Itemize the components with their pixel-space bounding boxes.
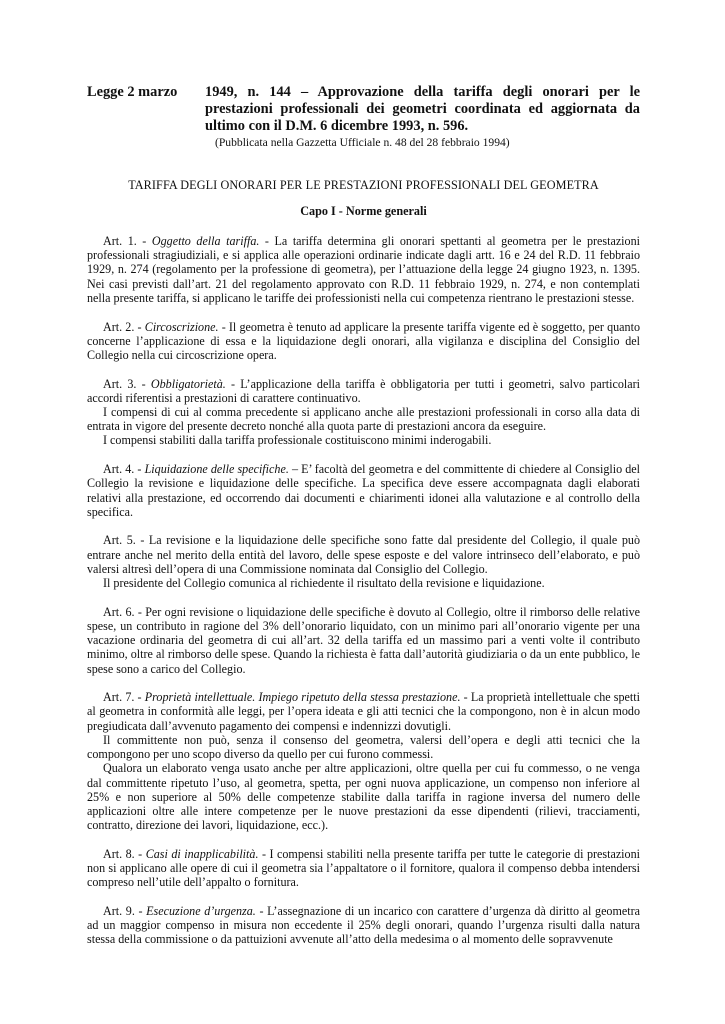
article-text: Il geometra è tenuto ad applicare la presente tariffa vigente ed è soggetto, per quanto concerne l’applicazione di essa e la liquidazione degli onorari, alla vigilanza e disciplina del Consiglio del Collegio nella cui circoscrizione opera. [87,319,641,362]
article-text: Per ogni revisione o liquidazione delle specifiche è dovuto al Collegio, oltre il rimborso delle relative spese, un contributo in ragione del 3% dell’onorario liquidato, con un minimo pari all’onorario vigente per una vacazione ordinaria del geometra di cui all’art. 32 della tariffa ed un massimo pari a venti volte il contributo minimo, oltre al rimborso delle spese. Quando la richiesta è fatta dall’autorità giudiziaria o da un ente pubblico, le spese sono a carico del Collegio. [87,604,640,676]
chapter-heading: Capo I - Norme generali [300,204,427,218]
articles-list [87,234,640,961]
article-number: Art. 7. - [103,690,145,705]
article-paragraph [87,847,640,890]
article-number: Art. 2. - [103,319,145,334]
article-number: Art. 5. - [103,533,149,548]
article-title: Oggetto della tariffa. [151,234,260,248]
article-paragraph [87,533,640,576]
law-heading-title: 1949, n. 144 – Approvazione della tariffa degli onorari per le prestazioni professionali dei geometri coordinata ed aggiornata da ultimo con il D.M. 6 dicembre 1993, n. 596. [205,84,640,134]
article-text: I compensi stabiliti dalla tariffa professionale costituiscono minimi inderogabili. [103,433,492,448]
article [87,605,640,676]
article-paragraph [87,320,640,363]
article [87,320,640,363]
article-text: L’applicazione della tariffa è obbligatoria per tutti i geometri, salvo particolari accordi riferentisi a prestazioni di carattere continuativo. [87,376,640,405]
article-separator: - [255,903,268,918]
article-paragraph [87,761,640,832]
article-paragraph [87,690,640,733]
article-paragraph [87,234,640,305]
article [87,234,640,305]
article-text: L’assegnazione di un incarico con carattere d’urgenza dà diritto al geometra ad un maggior compenso in misura non eccedente il 25% degli onorari, quando l’urgenza risulti dalla natura stessa della commissione o da pattuizioni avvenute all’atto della medesima o al momento delle sopravvenute [87,903,641,947]
article-separator: - [225,376,241,391]
article-number: Art. 1. - [103,234,152,248]
article-text: Il committente non può, senza il consenso del geometra, valersi dell’opera e degli atti tecnici che la compongono per uno scopo diverso da quello per cui furono commessi. [87,732,640,762]
article-title: Casi di inapplicabilità. [145,846,259,861]
document-header [87,84,640,150]
article-separator: – [288,462,302,477]
article-separator: - [259,234,275,248]
publication-note: (Pubblicata nella Gazzetta Ufficiale n. 48 del 28 febbraio 1994) [215,136,510,149]
article-paragraph [87,433,640,447]
article-title: Obbligatorietà. [150,376,226,391]
article-text: Qualora un elaborato venga usato anche per altre applicazioni, oltre quella per cui fu commesso, o ne venga dal committente ripetuto l’uso, al geometra, spetta, per ogni nuova applicazione, un compenso non inferiore al 25% e non superiore al 50% delle competenze stabilite dalla tariffa in ragione inversa del numero delle applicazioni oltre alle intere competenze per le nuove prestazioni da esse dipendenti (rilievi, tracciamenti, contratto, direzione dei lavori, liquidazione, ecc.). [87,761,640,833]
article-text: Il presidente del Collegio comunica al richiedente il risultato della revisione e liquidazione. [103,576,545,591]
article-separator: - [460,690,471,705]
article-text: La revisione e la liquidazione delle specifiche sono fatte dal presidente del Collegio, il quale può entrare anche nel merito della entità del lavoro, delle spese esposte e del valore intrinseco dell’elaborato, e può valersi altresì dell’opera di una Commissione nominata dal Consiglio del Collegio. [87,533,640,576]
article [87,904,640,947]
article-paragraph [87,904,640,947]
article [87,847,640,890]
article-text: La proprietà intellettuale che spetti al geometra in conformità alle leggi, per l’opera ideata e gli atti tecnici che la compongono, non è in alcun modo pregiudicata dall’avvenuto pagamento dei compensi e indennizzi dovutigli. [87,690,640,733]
article-number: Art. 3. - [103,376,151,391]
article-paragraph [87,605,640,676]
article-text: I compensi stabiliti nella presente tariffa per tutte le categorie di prestazioni non si applicano alle opere di cui il geometra sia l’appaltatore o il fornitore, qualora il compenso debba intendersi compreso nell’utile dell’appalto o fornitura. [87,846,640,890]
article-number: Art. 9. - [103,903,147,918]
article [87,377,640,448]
article [87,690,640,832]
article-number: Art. 8. - [103,846,146,861]
article-text: La tariffa determina gli onorari spettanti al geometra per le prestazioni professionali stragiudiziali, e si applica alle operazioni ordinarie indicate dagli artt. 16 e 24 del R.D. 11 febbraio 1929, n. 274 (regolamento per la professione di geometra), per l’attuazione della legge 24 giugno 1923, n. 1395. Nei casi previsti dall’art. 21 del regolamento approvato con R.D. 11 febbraio 1929, n. 274, e non contemplati nella presente tariffa, si applicano le tariffe dei professionisti nella cui competenza rientrano le prestazioni stesse. [87,234,640,305]
article-number: Art. 4. - [103,462,145,477]
law-heading [87,84,640,135]
article-paragraph [87,405,640,433]
article [87,533,640,590]
article-paragraph [87,462,640,519]
article-title: Circoscrizione. [144,319,219,334]
article-separator: - [218,319,229,334]
article [87,462,640,519]
article-text: E’ facoltà del geometra e del committente di chiedere al Consiglio del Collegio la revisione e liquidazione delle specifiche. La specifica deve essere accompagnata dagli elaborati relativi alla prestazione, ed occorrendo dai documenti e chiarimenti idonei alla valutazione e al controllo della specifica. [87,462,641,519]
article-paragraph [87,377,640,405]
article-title: Proprietà intellettuale. Impiego ripetuto della stessa prestazione. [144,690,461,705]
article-text: I compensi di cui al comma precedente si applicano anche alle prestazioni professionali in corso alla data di entrata in vigore del presente decreto nonché alla quota parte di prestazioni ancora da eseguire. [87,405,640,434]
article-title: Liquidazione delle specifiche. [144,462,289,477]
tariff-title: TARIFFA DEGLI ONORARI PER LE PRESTAZIONI PROFESSIONALI DEL GEOMETRA [128,178,599,192]
article-separator: - [258,846,270,861]
article-paragraph [87,733,640,761]
article-number: Art. 6. - [103,604,146,619]
article-title: Esecuzione d’urgenza. [146,903,256,918]
law-heading-prefix: Legge 2 marzo [87,84,178,100]
article-paragraph [87,576,640,590]
